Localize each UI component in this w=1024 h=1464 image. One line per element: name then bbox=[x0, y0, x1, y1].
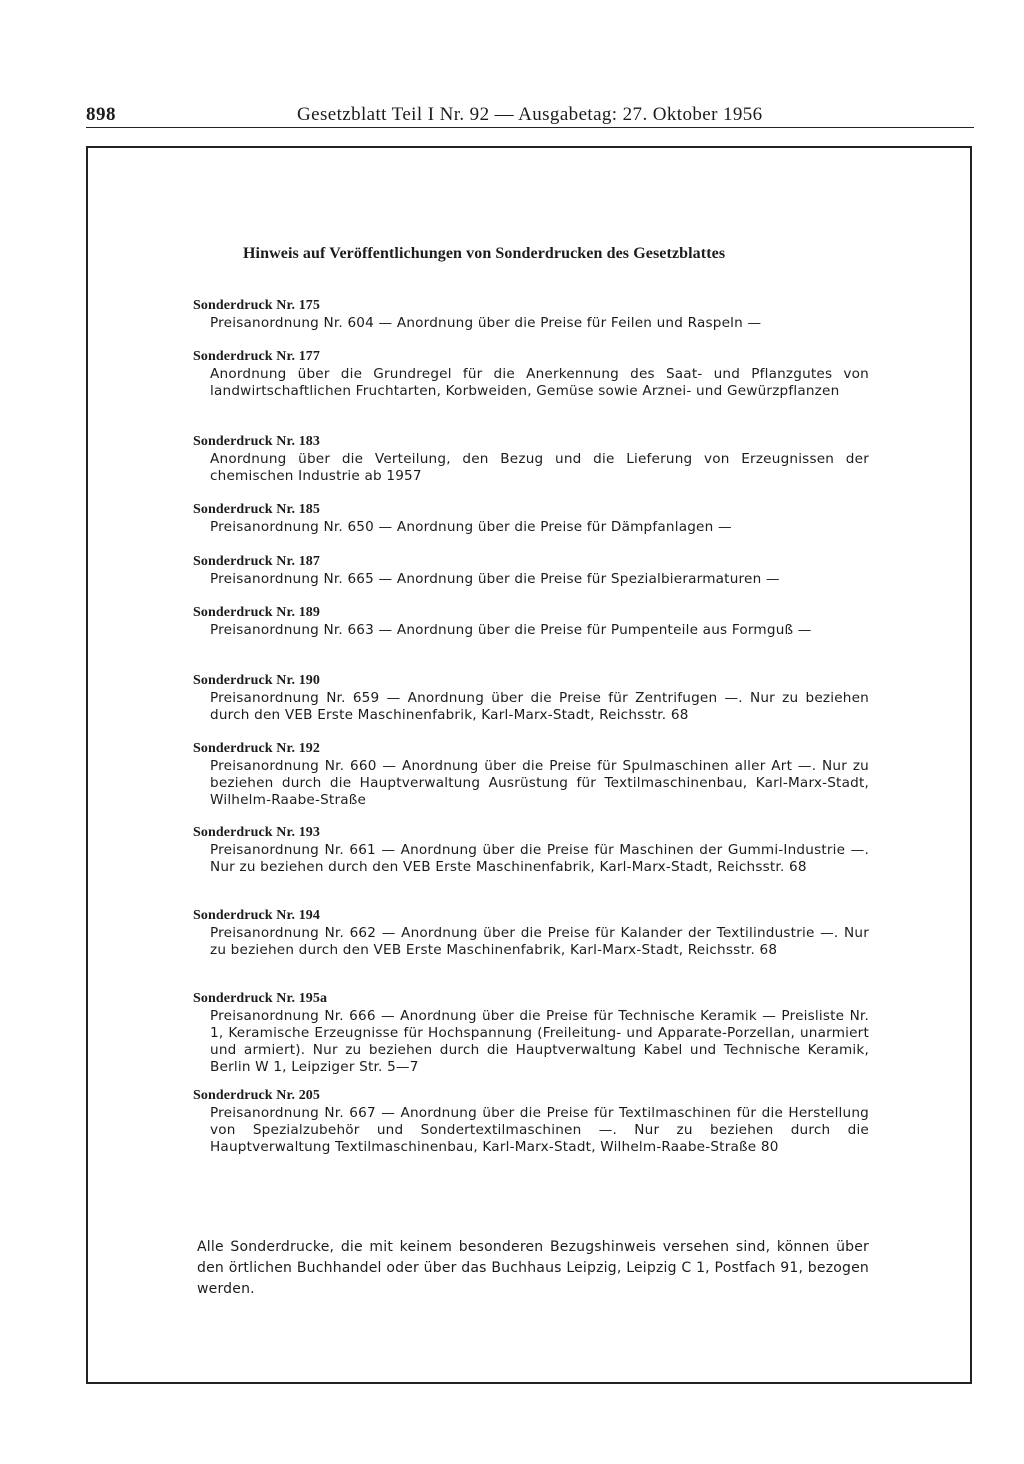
page-header bbox=[0, 0, 1024, 130]
entry-text: Preisanordnung Nr. 659 — Anordnung über die Preise für Zentrifugen —. Nur zu beziehen durch den VEB Erste Maschinenfabrik, Karl-Marx-Stadt, Reichsstr. 68 bbox=[210, 690, 869, 723]
entry-text: Preisanordnung Nr. 665 — Anordnung über die Preise für Spezialbierarmaturen — bbox=[210, 571, 780, 587]
entry-text: Preisanordnung Nr. 660 — Anordnung über die Preise für Spulmaschinen aller Art —. Nur zu beziehen durch die Hauptverwaltung Ausrüstung für Textilmaschinenbau, Karl-Marx-Stadt, Wilhelm-Raabe-Straße bbox=[210, 758, 869, 808]
sonderdruck-entry bbox=[193, 1087, 869, 1156]
entry-heading: Sonderdruck Nr. 190 bbox=[193, 673, 321, 688]
entry-heading: Sonderdruck Nr. 183 bbox=[193, 434, 321, 449]
sonderdruck-entry bbox=[193, 907, 869, 959]
entry-heading: Sonderdruck Nr. 193 bbox=[193, 825, 321, 840]
entry-heading: Sonderdruck Nr. 192 bbox=[193, 741, 321, 756]
sonderdruck-entry bbox=[193, 604, 869, 639]
entry-heading: Sonderdruck Nr. 185 bbox=[193, 502, 321, 517]
sonderdruck-entry bbox=[193, 297, 869, 332]
sonderdruck-entry bbox=[193, 553, 869, 588]
entry-text: Preisanordnung Nr. 667 — Anordnung über die Preise für Textilmaschinen für die Herstellung von Spezialzubehör und Sondertextilmaschinen —. Nur zu beziehen durch die Hauptverwaltung Textilmaschinenbau, Karl-Marx-Stadt, Wilhelm-Raabe-Straße 80 bbox=[210, 1105, 869, 1155]
sonderdruck-entry bbox=[193, 824, 869, 876]
entry-text: Anordnung über die Grundregel für die Anerkennung des Saat- und Pflanzgutes von landwirtschaftlichen Fruchtarten, Korbweiden, Gemüse sowie Arznei- und Gewürzpflanzen bbox=[210, 366, 869, 399]
sonderdruck-entry bbox=[193, 672, 869, 724]
entry-text: Preisanordnung Nr. 666 — Anordnung über die Preise für Technische Keramik — Preisliste Nr. 1, Keramische Erzeugnisse für Hochspannung (Freileitung- und Apparate-Porzellan, unarmiert und armiert). Nur zu beziehen durch die Hauptverwaltung Kabel und Technische Keramik, Berlin W 1, Leipziger Str. 5—7 bbox=[210, 1008, 869, 1075]
entry-text: Anordnung über die Verteilung, den Bezug und die Lieferung von Erzeugnissen der chemischen Industrie ab 1957 bbox=[210, 451, 869, 484]
entry-heading: Sonderdruck Nr. 175 bbox=[193, 298, 321, 313]
entry-text: Preisanordnung Nr. 650 — Anordnung über die Preise für Dämpfanlagen — bbox=[210, 519, 732, 535]
entry-heading: Sonderdruck Nr. 194 bbox=[193, 908, 321, 923]
entry-heading: Sonderdruck Nr. 189 bbox=[193, 605, 321, 620]
entry-text: Preisanordnung Nr. 662 — Anordnung über die Preise für Kalander der Textilindustrie —. Nur zu beziehen durch den VEB Erste Maschinenfabrik, Karl-Marx-Stadt, Reichsstr. 68 bbox=[210, 925, 869, 958]
entry-text: Preisanordnung Nr. 604 — Anordnung über die Preise für Feilen und Raspeln — bbox=[210, 315, 762, 331]
sonderdruck-entry bbox=[193, 740, 869, 809]
header-title: Gesetzblatt Teil I Nr. 92 — Ausgabetag: 27. Oktober 1956 bbox=[297, 104, 763, 125]
entry-heading: Sonderdruck Nr. 195a bbox=[193, 991, 328, 1006]
sonderdruck-entry bbox=[193, 990, 869, 1076]
page-number: 898 bbox=[86, 104, 116, 125]
header-rule bbox=[86, 127, 974, 128]
sonderdruck-entry bbox=[193, 501, 869, 536]
sonderdruck-entry bbox=[193, 433, 869, 485]
footer-note: Alle Sonderdrucke, die mit keinem besonderen Bezugshinweis versehen sind, können über den örtlichen Buchhandel oder über das Buchhaus Leipzig, Leipzig C 1, Postfach 91, bezogen werden. bbox=[197, 1239, 869, 1297]
sonderdruck-entry bbox=[193, 348, 869, 400]
entry-text: Preisanordnung Nr. 663 — Anordnung über die Preise für Pumpenteile aus Formguß — bbox=[210, 622, 812, 638]
entry-heading: Sonderdruck Nr. 187 bbox=[193, 554, 321, 569]
notice-title: Hinweis auf Veröffentlichungen von Sonderdrucken des Gesetzblattes bbox=[243, 245, 726, 262]
entry-heading: Sonderdruck Nr. 177 bbox=[193, 349, 321, 364]
entry-heading: Sonderdruck Nr. 205 bbox=[193, 1088, 321, 1103]
entry-text: Preisanordnung Nr. 661 — Anordnung über die Preise für Maschinen der Gummi-Industrie —. Nur zu beziehen durch den VEB Erste Maschinenfabrik, Karl-Marx-Stadt, Reichsstr. 68 bbox=[210, 842, 869, 875]
